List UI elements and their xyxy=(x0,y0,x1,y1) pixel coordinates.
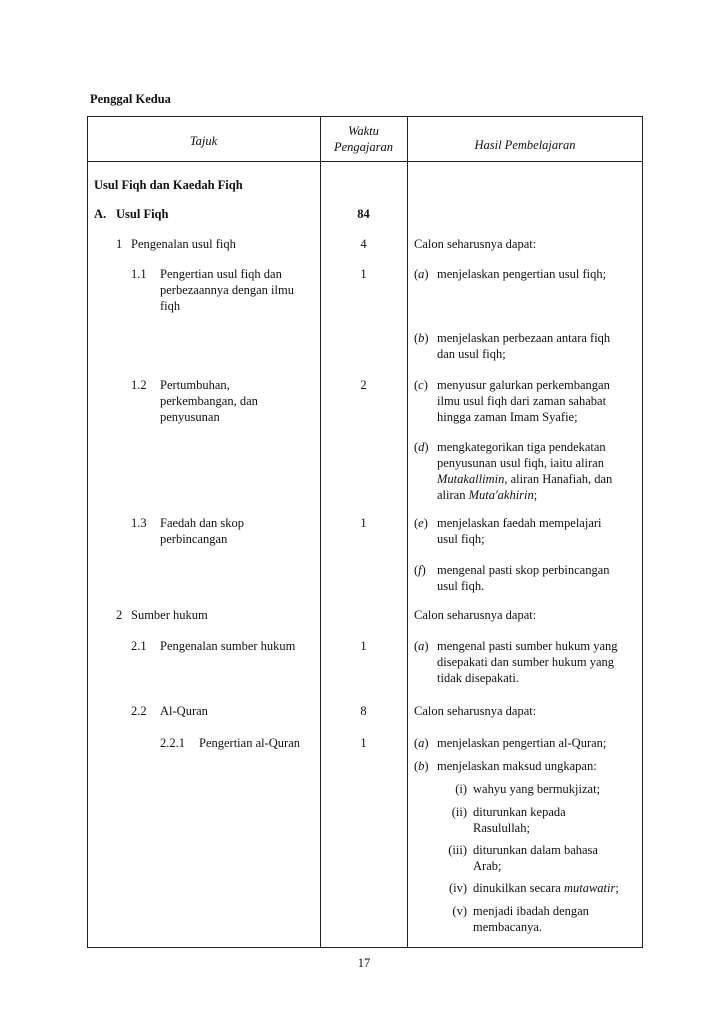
subtopic-1-3-hours: 1 xyxy=(360,516,367,530)
outcome-line: tidak disepakati. xyxy=(437,671,519,685)
outcome-a1-text: menjelaskan pengertian usul fiqh; xyxy=(437,267,607,281)
outcome-a2-label: (a) xyxy=(414,639,429,653)
subtopic-1-3-line: Faedah dan skop xyxy=(160,516,245,530)
subtopic-1-1-line: fiqh xyxy=(160,299,181,313)
subtopic-2-2-title: Al-Quran xyxy=(160,704,208,718)
subtopic-1-3-num: 1.3 xyxy=(131,516,147,530)
sub-item-line: diturunkan dalam bahasa xyxy=(473,843,598,857)
topic-1-hours: 4 xyxy=(360,237,367,251)
outcome-line: mengenal pasti skop perbincangan xyxy=(437,563,610,577)
outcome-label-letter: d xyxy=(418,440,425,454)
part-a-label: A. xyxy=(94,207,107,221)
sub-item-v-text xyxy=(473,903,589,935)
outcome-e1-label: (e) xyxy=(414,516,428,530)
subtopic-1-1-line: Pengertian usul fiqh dan xyxy=(160,267,282,281)
outcome-b1-text xyxy=(437,330,610,362)
header-hasil: Hasil Pembelajaran xyxy=(474,138,576,152)
outcome-b3-text: menjelaskan maksud ungkapan: xyxy=(437,759,597,773)
term-mutaakhirin: Muta'akhirin xyxy=(468,488,534,502)
subtopic-1-2-hours: 2 xyxy=(360,378,367,392)
sub-item-iv-num: (iv) xyxy=(448,881,467,895)
subtopic-1-2-line: Pertumbuhan, xyxy=(160,378,230,392)
sub-item-i-text: wahyu yang bermukjizat; xyxy=(473,782,601,796)
header-waktu-line1: Waktu xyxy=(348,124,379,138)
outcome-line xyxy=(437,471,612,487)
subtopic-2-2-hours: 8 xyxy=(360,704,367,718)
topic-1-title: Pengenalan usul fiqh xyxy=(131,237,236,251)
outcome-line: usul fiqh. xyxy=(437,579,485,593)
outcome-c1-text xyxy=(437,377,610,425)
subtopic-1-2-line: penyusunan xyxy=(160,410,220,424)
sub-item-post: ; xyxy=(615,881,619,895)
outcome-label-letter: c xyxy=(418,378,424,392)
outcome-label-letter: a xyxy=(418,736,425,750)
outcome-line: menjelaskan faedah mempelajari xyxy=(437,516,602,530)
outcome-d1-text xyxy=(437,439,612,503)
subtopic-1-2-title xyxy=(160,377,258,425)
outcome-a3-label: (a) xyxy=(414,736,429,750)
outcome-label-letter: e xyxy=(418,516,424,530)
outcome-c1-label: (c) xyxy=(414,378,428,392)
header-waktu xyxy=(320,123,407,155)
outcome-line-pre: aliran xyxy=(437,488,469,502)
outcome-d1-label: (d) xyxy=(414,440,429,454)
outcome-label-letter: f xyxy=(418,563,422,577)
outcome-b1-label: (b) xyxy=(414,331,429,345)
section-title: Penggal Kedua xyxy=(90,92,171,106)
outcome-line: penyusunan usul fiqh, iaitu aliran xyxy=(437,456,604,470)
outcome-line: hingga zaman Imam Syafie; xyxy=(437,410,578,424)
outcome-line: usul fiqh; xyxy=(437,532,485,546)
sub-item-line: membacanya. xyxy=(473,920,543,934)
sub-item-line: menjadi ibadah dengan xyxy=(473,904,589,918)
header-waktu-line2: Pengajaran xyxy=(333,140,394,154)
sub-item-line: Rasulullah; xyxy=(473,821,530,835)
sub-item-i-num: (i) xyxy=(455,782,467,796)
outcome-f1-text xyxy=(437,562,610,594)
outcome-a2-text xyxy=(437,638,618,686)
outcome-line-post: ; xyxy=(533,488,538,502)
outcome-line-rest: , aliran Hanafiah, dan xyxy=(504,472,613,486)
subtopic-2-1-title: Pengenalan sumber hukum xyxy=(160,639,296,653)
subtopic-2-2-1-title: Pengertian al-Quran xyxy=(199,736,301,750)
subtopic-1-1-line: perbezaannya dengan ilmu xyxy=(160,283,294,297)
outcome-e1-text xyxy=(437,515,602,547)
topic-1-num: 1 xyxy=(116,237,123,251)
topic-1-outcome-intro: Calon seharusnya dapat: xyxy=(414,237,537,251)
outcome-label-letter: a xyxy=(418,639,425,653)
subtopic-1-2-num: 1.2 xyxy=(131,378,147,392)
part-a-hours: 84 xyxy=(357,207,370,221)
sub-item-ii-num: (ii) xyxy=(451,805,467,819)
sub-item-v-num: (v) xyxy=(452,904,467,918)
outcome-line: dan usul fiqh; xyxy=(437,347,506,361)
outcome-label-letter: b xyxy=(418,759,425,773)
subtopic-1-3-title xyxy=(160,515,244,547)
subtopic-1-3-line: perbincangan xyxy=(160,532,228,546)
subtopic-1-1-hours: 1 xyxy=(360,267,367,281)
header-divider xyxy=(87,161,643,162)
subtopic-2-2-1-num: 2.2.1 xyxy=(160,736,185,750)
outcome-line: menjelaskan perbezaan antara fiqh xyxy=(437,331,611,345)
subtopic-2-2-num: 2.2 xyxy=(131,704,147,718)
sub-item-iii-text xyxy=(473,842,598,874)
term-mutakallimin: Mutakallimin xyxy=(437,472,505,486)
subtopic-2-2-1-hours: 1 xyxy=(360,736,367,750)
outcome-f1-label: (f) xyxy=(414,563,426,577)
topic-2-num: 2 xyxy=(116,608,123,622)
outcome-line: menyusur galurkan perkembangan xyxy=(437,378,610,392)
subtopic-2-1-num: 2.1 xyxy=(131,639,147,653)
sub-item-iv-text xyxy=(473,880,619,896)
outcome-line: disepakati dan sumber hukum yang xyxy=(437,655,615,669)
part-a-title: Usul Fiqh xyxy=(116,207,169,221)
subtopic-2-2-outcome-intro: Calon seharusnya dapat: xyxy=(414,704,537,718)
outcome-b3-label: (b) xyxy=(414,759,429,773)
outcome-line: ilmu usul fiqh dari zaman sahabat xyxy=(437,394,607,408)
sub-item-ii-text xyxy=(473,804,566,836)
subtopic-1-2-line: perkembangan, dan xyxy=(160,394,258,408)
column-divider-2 xyxy=(407,116,408,948)
outcome-a1-label: (a) xyxy=(414,267,429,281)
outcome-line: mengenal pasti sumber hukum yang xyxy=(437,639,618,653)
sub-item-iii-num: (iii) xyxy=(448,843,467,857)
outcome-label-letter: b xyxy=(418,331,425,345)
subtopic-2-1-hours: 1 xyxy=(360,639,367,653)
outcome-line: mengkategorikan tiga pendekatan xyxy=(437,440,606,454)
page-number: 17 xyxy=(357,956,371,970)
sub-item-pre: dinukilkan secara xyxy=(473,881,564,895)
subtopic-1-1-num: 1.1 xyxy=(131,267,147,281)
outcome-a3-text: menjelaskan pengertian al-Quran; xyxy=(437,736,607,750)
outcome-line xyxy=(437,487,612,503)
topic-2-outcome-intro: Calon seharusnya dapat: xyxy=(414,608,537,622)
topic-2-title: Sumber hukum xyxy=(131,608,208,622)
outcome-label-letter: a xyxy=(418,267,425,281)
subtopic-1-1-title xyxy=(160,266,294,314)
main-heading: Usul Fiqh dan Kaedah Fiqh xyxy=(94,178,243,192)
sub-item-line: diturunkan kepada xyxy=(473,805,566,819)
term-mutawatir: mutawatir xyxy=(563,881,616,895)
header-tajuk: Tajuk xyxy=(189,134,218,148)
sub-item-line: Arab; xyxy=(473,859,502,873)
